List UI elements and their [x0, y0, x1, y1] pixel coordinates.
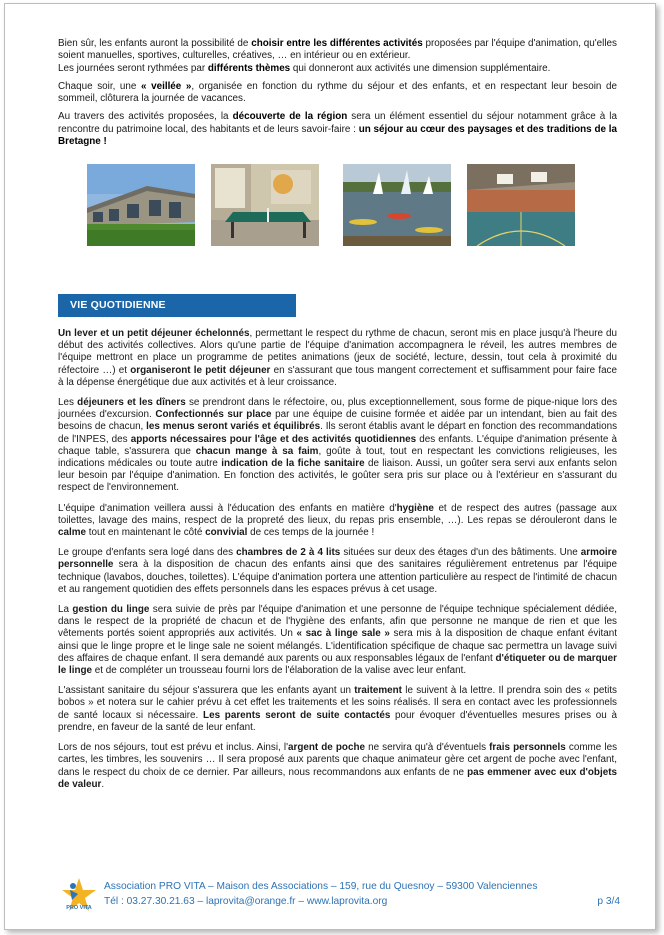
bold-text: gestion du linge — [72, 604, 150, 616]
text-run: pour évoquer d'éventuelles mesures prises ou à prendre, en faveur de la santé de leur enfant. — [58, 709, 617, 733]
text-run: , organisée en fonction du rythme du séjour et des enfants, et en respectant leur besoin de sommeil, clôturera la journée de vacances. — [58, 80, 617, 105]
text-run: L'équipe d'animation veillera aussi à l'éducation des enfants en matière d' — [58, 502, 397, 514]
text-run: sera à la disposition de chacun des enfants ainsi que des sanitaires régulièrement entretenus par l'équipe technique (lavabos, douches, toilettes). L'équipe d'animation portera une attention particulière au respect de l'intimité de chacun et au rangement quotidien des effets personnels dans les espaces prévus à cet usage. — [58, 559, 617, 595]
text-run: proposées par l'équipe d'animation, qu'elles soient manuelles, sportives, culturelles, créatives, … en intérieur ou en extérieur. — [58, 38, 617, 62]
intro-block — [58, 38, 617, 282]
text-run: des enfants. L'équipe d'animation présente à chaque table, s'assurera que — [58, 433, 618, 457]
bold-text: armoire personnelle — [58, 547, 617, 571]
bold-text: « sac à linge sale » — [296, 628, 390, 640]
text-run: comme les cartes, les timbres, les souvenirs … Il sera proposé aux parents que chaque animateur gère cet argent de poche avec l'enfant, dans le respect du choix de ce dernier. Par ailleurs, nous recommandons aux enfants de ne — [58, 742, 618, 778]
bold-text: découverte de la région — [232, 111, 348, 123]
bold-text: choisir entre les différentes activités — [251, 38, 423, 49]
bold-text: traitement — [354, 685, 402, 697]
text-run: sera suivie de près par l'équipe d'animation et une personne de l'équipe technique spécialement dédiée, dans le respect de la propriété de chacun et de l'hygiène des enfants, afin que personne ne manque de rien et que les vêtements portés soient appropriés aux activités. Un — [58, 604, 617, 640]
paragraph-lever — [58, 328, 617, 389]
page-number: p 3/4 — [597, 896, 620, 907]
text-run: Les — [58, 397, 78, 409]
paragraph-sante — [58, 685, 617, 734]
bold-text: convivial — [205, 527, 248, 539]
paragraph-argent — [58, 742, 617, 791]
text-run: Le groupe d'enfants sera logé dans des — [58, 547, 237, 559]
ping-pong-photo — [211, 164, 319, 246]
bold-text: chacun mange à sa faim — [195, 445, 319, 457]
bold-text: déjeuners et les dîners — [77, 397, 186, 409]
paragraph-hygiene — [58, 503, 617, 540]
text-run: Chaque soir, une — [58, 80, 141, 92]
bold-text: Les parents seront de suite contactés — [203, 709, 391, 721]
paragraph-repas — [58, 397, 617, 495]
bold-text: apports nécessaires pour l'âge et des activités quotidiennes — [130, 433, 417, 445]
bold-text: calme — [58, 527, 87, 539]
bold-text: « veillée » — [141, 80, 192, 92]
sports-hall-photo — [467, 164, 575, 246]
text-run: , permettant le respect du rythme de chacun, seront mis en place jusqu'à l'heure du début des activités collectives. Alors qu'une partie de l'équipe d'animation accompagnera le réveil, les autres membres de l'équipe mettront en place un programme de petites animations (jeux de société, lecture, dessin, tout cela à proximité du réfectoire …) et — [58, 328, 617, 376]
daily-life-body — [58, 328, 617, 799]
text-run: Les journées seront rythmées par — [58, 62, 208, 74]
bold-text: organiseront le petit déjeuner — [130, 364, 271, 376]
page-footer — [60, 872, 620, 916]
pro-vita-logo — [60, 876, 98, 914]
text-run: se prendront dans le réfectoire, ou, plus exceptionnellement, sous forme de pique-nique lors des journées d'excursion. — [58, 397, 618, 421]
text-run: par une équipe de cuisine formée et aidée par un intendant, bien au fait des besoins de chacun, — [58, 409, 617, 433]
bold-text: frais personnels — [489, 742, 566, 754]
text-run: de liaison. Aussi, un goûter sera servi aux enfants selon leur besoin par l'équipe d'animation. En fonction des activités, le goûter sera pris sur place ou à l'extérieur en s'assurant du respect de l'environnement. — [58, 458, 617, 494]
bold-text: hygiène — [396, 502, 434, 514]
bold-text: indication de la fiche sanitaire — [221, 458, 365, 470]
footer-address: Association PRO VITA – Maison des Associations – 159, rue du Quesnoy – 59300 Valenciennes — [104, 881, 538, 892]
text-run: de ces temps de la journée ! — [247, 527, 375, 539]
text-run: ne servira qu'à d'éventuels — [364, 742, 490, 754]
kayak-photo — [343, 164, 451, 246]
text-run: et de compléter un trousseau fourni lors de l'élaboration de la valise avec leur enfant. — [92, 665, 467, 677]
text-run: La — [58, 604, 73, 616]
logo-text: PRO VITA — [66, 905, 92, 911]
bold-text: argent de poche — [287, 742, 365, 754]
footer-contact: Tél : 03.27.30.21.63 – laprovita@orange.fr – www.laprovita.org — [104, 896, 388, 907]
text-run: le suivent à la lettre. Il prendra soin des « petits bobos » et notera sur le cahier prévu à cet effet les traitements et les soins réalisés. Il sera en contact avec les professionnels de santé locaux si nécessaire. — [58, 685, 617, 721]
text-run: Bien sûr, les enfants auront la possibilité de — [58, 38, 252, 49]
text-run: Au travers des activités proposées, la — [58, 111, 233, 123]
intro-paragraph-4 — [58, 111, 617, 148]
photo-strip — [58, 154, 617, 282]
intro-paragraph-2 — [58, 63, 617, 75]
intro-paragraph-1 — [58, 38, 617, 63]
bold-text: Confectionnés sur place — [155, 409, 272, 421]
text-run: en s'assurant que tous mangent correctement et suffisamment pour faire face à la dépense énergétique due aux activités et à leur croissance. — [58, 364, 617, 388]
text-run: L'assistant sanitaire du séjour s'assurera que les enfants ayant un — [58, 685, 355, 697]
text-run: . — [101, 778, 105, 790]
text-run: qui donneront aux activités une dimension supplémentaire. — [290, 62, 551, 74]
text-run: et de respect des autres (passage aux toilettes, lavage des mains, respect de la propreté des lieux, du repas pris ensemble, …). Les repas se dérouleront dans le — [58, 502, 617, 526]
bold-text: un séjour au cœur des paysages et des traditions de la Bretagne ! — [58, 123, 618, 148]
text-run: sera un élément essentiel du séjour notamment grâce à la rencontre du patrimoine local, des habitants et de leurs savoir-faire : — [58, 111, 617, 135]
bold-text: d'étiqueter ou de marquer le linge — [58, 652, 617, 677]
text-run: tout en maintenant le côté — [86, 527, 206, 539]
text-run: sera mis à la disposition de chaque enfant évitant ainsi que le linge propre et le linge sale ne soient mélangés. L'identification spécifique de chaque sac permettra un lavage suivi des affaires de chaque enfant. Il sera demandé aux parents ou aux responsables légaux de l'enfant — [58, 628, 617, 664]
bold-text: les menus seront variés et équilibrés — [146, 421, 321, 433]
intro-paragraph-3 — [58, 81, 617, 106]
text-run: situées sur deux des étages d'un des bâtiments. Une — [340, 547, 581, 559]
text-run: . Ils seront établis avant le départ en fonction des recommandations de l'INPES, des — [58, 421, 618, 445]
bold-text: différents thèmes — [207, 62, 291, 74]
text-run: , goûte à tout, tout en respectant les convictions religieuses, les indications médicales ou toute autre — [58, 445, 617, 470]
section-title-vie-quotidienne: VIE QUOTIDIENNE — [58, 294, 296, 317]
bold-text: chambres de 2 à 4 lits — [236, 547, 341, 559]
paragraph-linge — [58, 604, 617, 677]
bold-text: pas emmener avec eux d'objets de valeur — [58, 766, 617, 790]
paragraph-chambres — [58, 547, 617, 596]
text-run: Lors de nos séjours, tout est prévu et inclus. Ainsi, l' — [58, 742, 288, 754]
bold-text: Un lever et un petit déjeuner échelonnés — [58, 328, 250, 339]
building-photo — [87, 164, 195, 246]
